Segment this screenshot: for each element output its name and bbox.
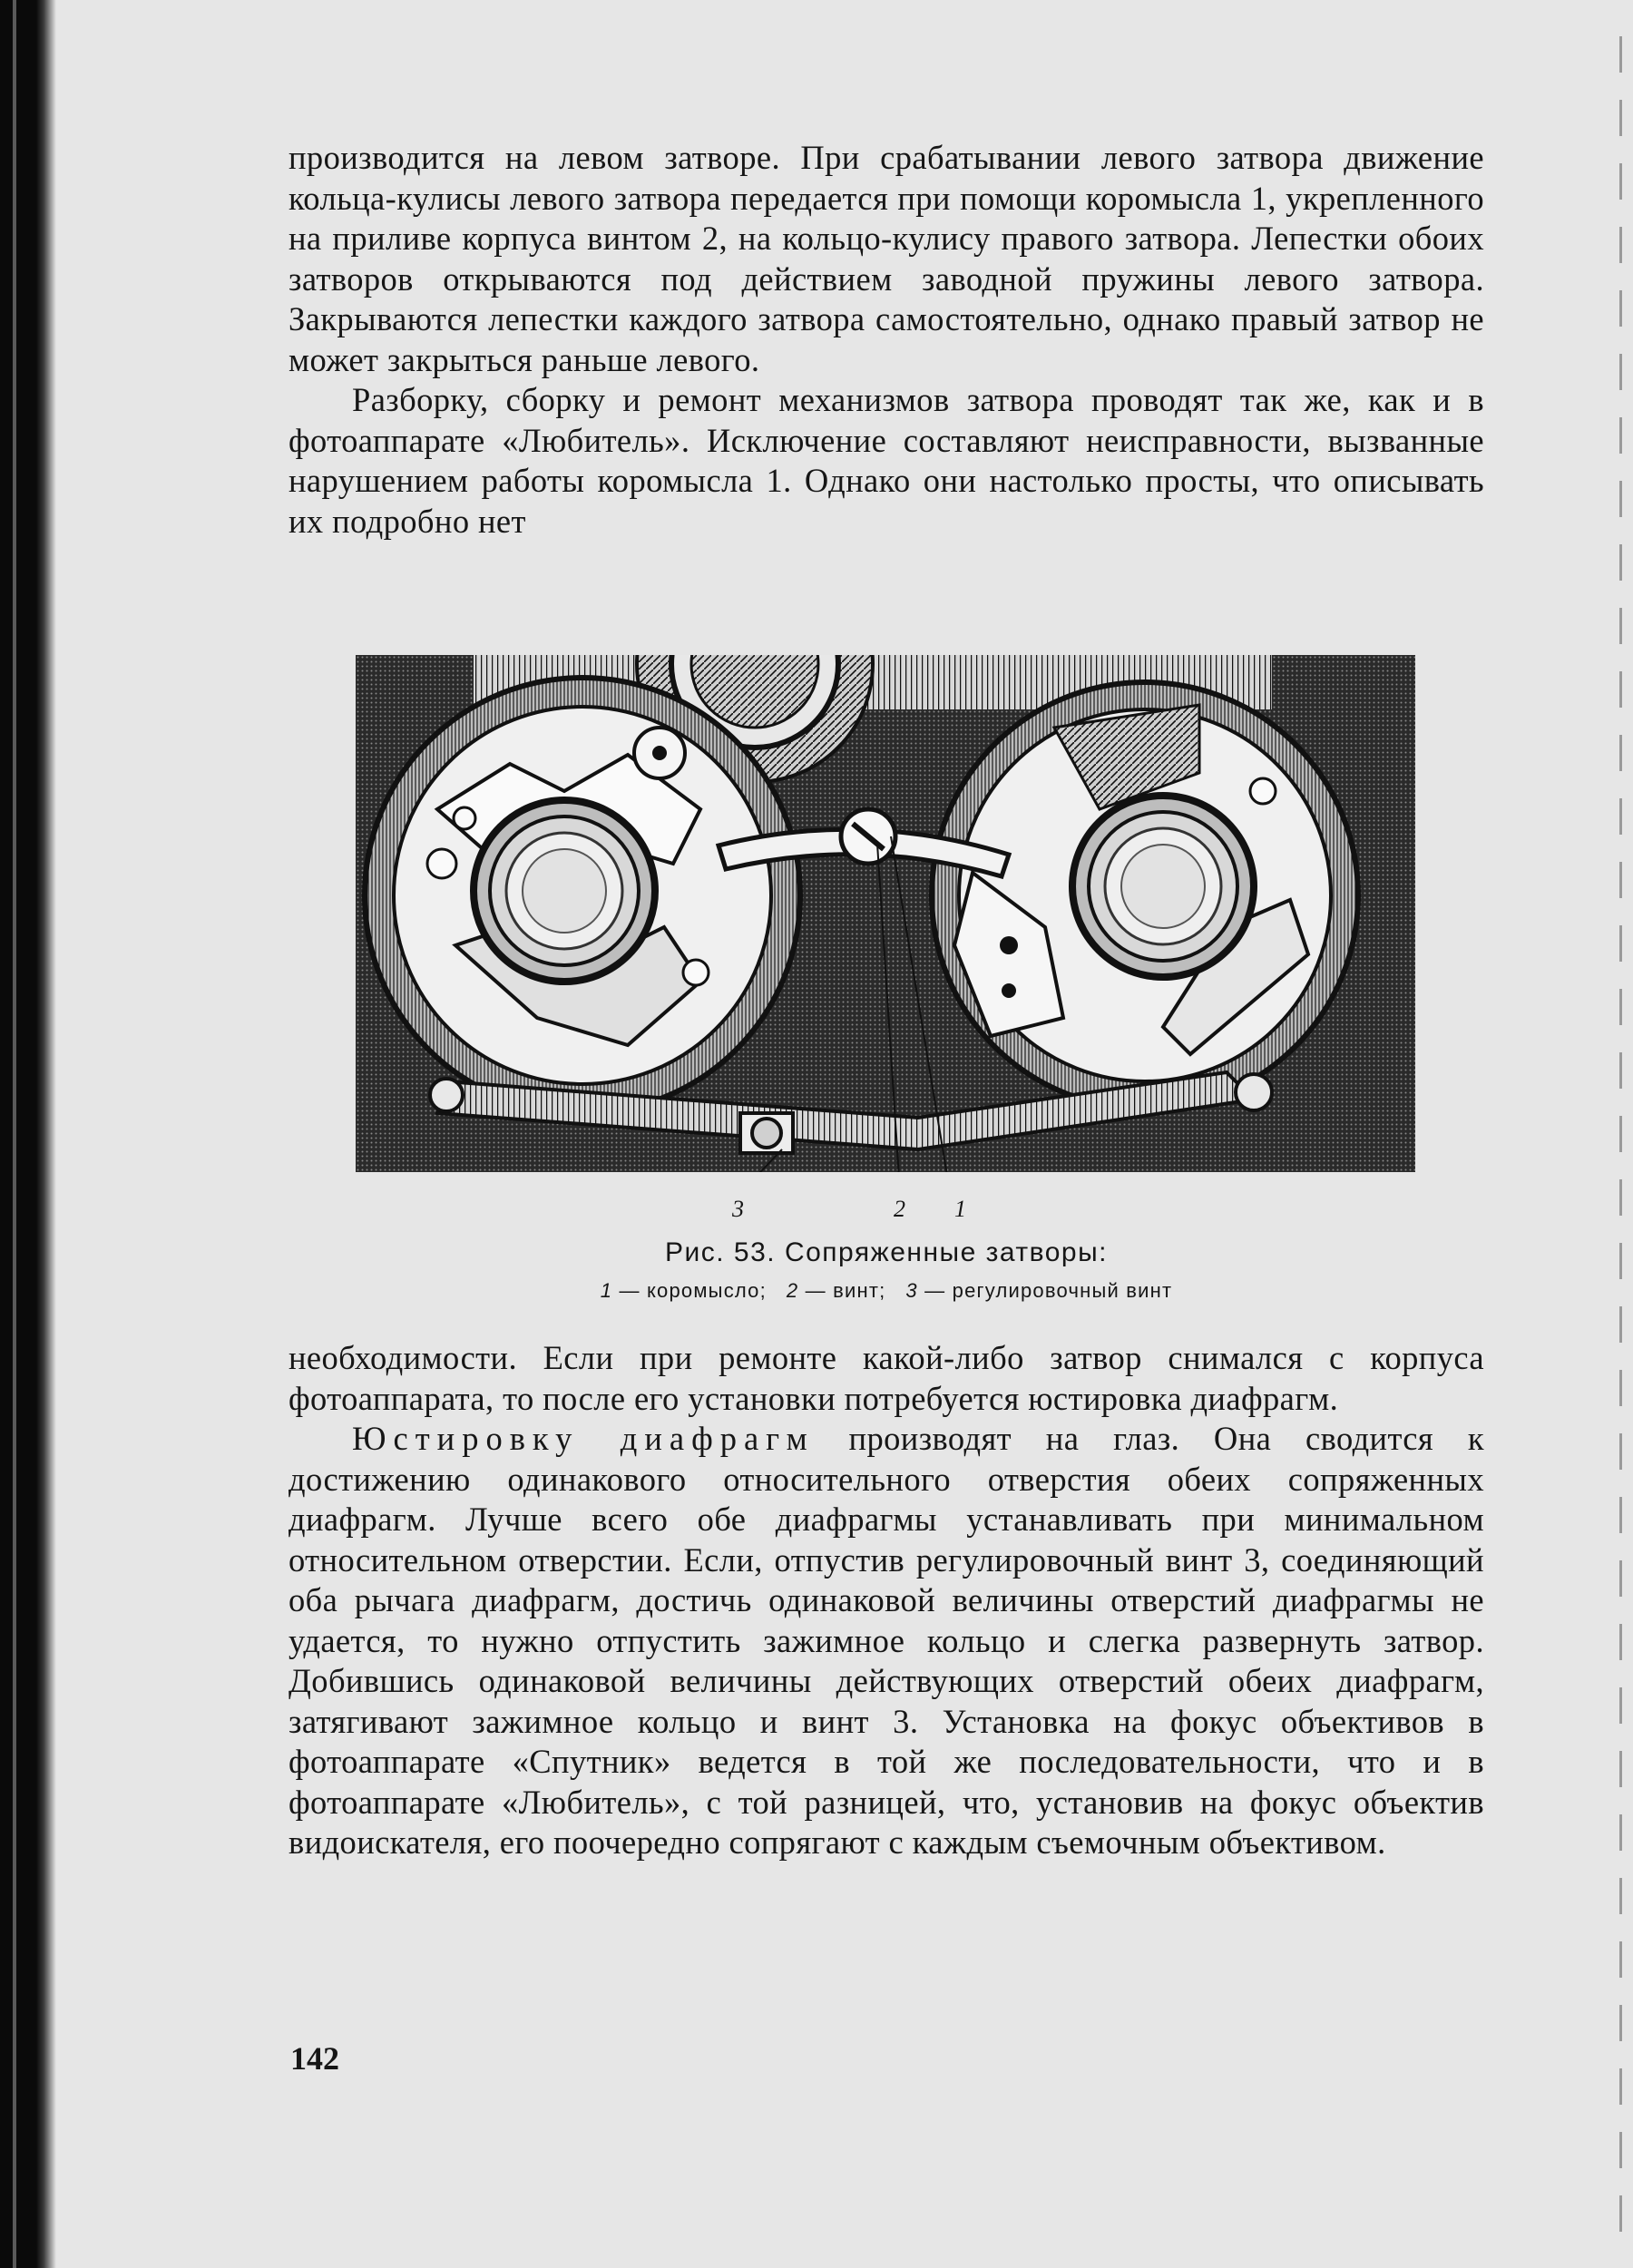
legend-text-1: — коромысло; bbox=[619, 1279, 767, 1302]
bottom-text-block bbox=[288, 1338, 1484, 1863]
legend-num-2: 2 bbox=[786, 1279, 799, 1302]
callout-3: 3 bbox=[732, 1196, 744, 1222]
paragraph-necessity: необходимости. Если при ремонте какой-либо затвор снимался с корпуса фотоаппарата, то после его установки потребуется юстировка диафрагм. bbox=[288, 1339, 1484, 1417]
callout-2: 2 bbox=[894, 1196, 905, 1222]
book-binding-edge bbox=[0, 0, 56, 2268]
figure-legend bbox=[288, 1279, 1484, 1303]
page-number: 142 bbox=[290, 2040, 339, 2077]
paragraph-adjustment bbox=[288, 1419, 1484, 1863]
legend-text-2: — винт; bbox=[805, 1279, 886, 1302]
paragraph-continuation: производится на левом затворе. При срабатывании левого затвора движение кольца-кулисы левого затвора передается при помощи коромысла 1, укрепленного на приливе корпуса винтом 2, на кольцо-кулису правого затвора. Лепестки обоих затворов открываются под действием заводной пружины левого затвора. Закрываются лепестки каждого затвора самостоятельно, однако правый затвор не может закрыться раньше левого. bbox=[288, 139, 1484, 378]
coupled-shutters-illustration bbox=[356, 655, 1415, 1172]
paragraph-disassembly: Разборку, сборку и ремонт механизмов затвора проводят так же, как и в фотоаппарате «Любитель». Исключение составляют неисправности, вызванные нарушением работы коромысла 1. Однако они настолько просты, что описывать их подробно нет bbox=[288, 381, 1484, 540]
page-right-edge bbox=[1619, 36, 1622, 2232]
legend-num-1: 1 bbox=[600, 1279, 613, 1302]
legend-num-3: 3 bbox=[905, 1279, 918, 1302]
legend-text-3: — регулировочный винт bbox=[924, 1279, 1173, 1302]
spaced-term: Юстировку диафрагм bbox=[352, 1420, 815, 1457]
top-text-block bbox=[288, 138, 1484, 542]
paragraph-adjustment-body: производят на глаз. Она сводится к достижению одинакового относительного отверстия обеих сопряженных диафрагм. Лучше всего обе диафрагмы устанавливать при минимальном относительном отверстии. Если, отпустив регулировочный винт 3, соединяющий оба рычага диафрагм, достичь одинаковой величины отверстий диафрагмы не удается, то нужно отпустить зажимное кольцо и слегка развернуть затвор. Добившись одинаковой величины действующих отверстий обеих диафрагм, затягивают зажимное кольцо и винт 3. Установка на фокус объективов в фотоаппарате «Спутник» ведется в той же последовательности, что и в фотоаппарате «Любитель», с той разницей, что, установив на фокус объектив видоискателя, его поочередно сопрягают с каждым съемочным объективом. bbox=[288, 1420, 1484, 1861]
figure-coupled-shutters bbox=[356, 655, 1415, 1172]
figure-caption: Рис. 53. Сопряженные затворы: bbox=[664, 1237, 1109, 1267]
callout-1: 1 bbox=[954, 1196, 966, 1222]
figure-callouts bbox=[356, 1196, 1415, 1232]
